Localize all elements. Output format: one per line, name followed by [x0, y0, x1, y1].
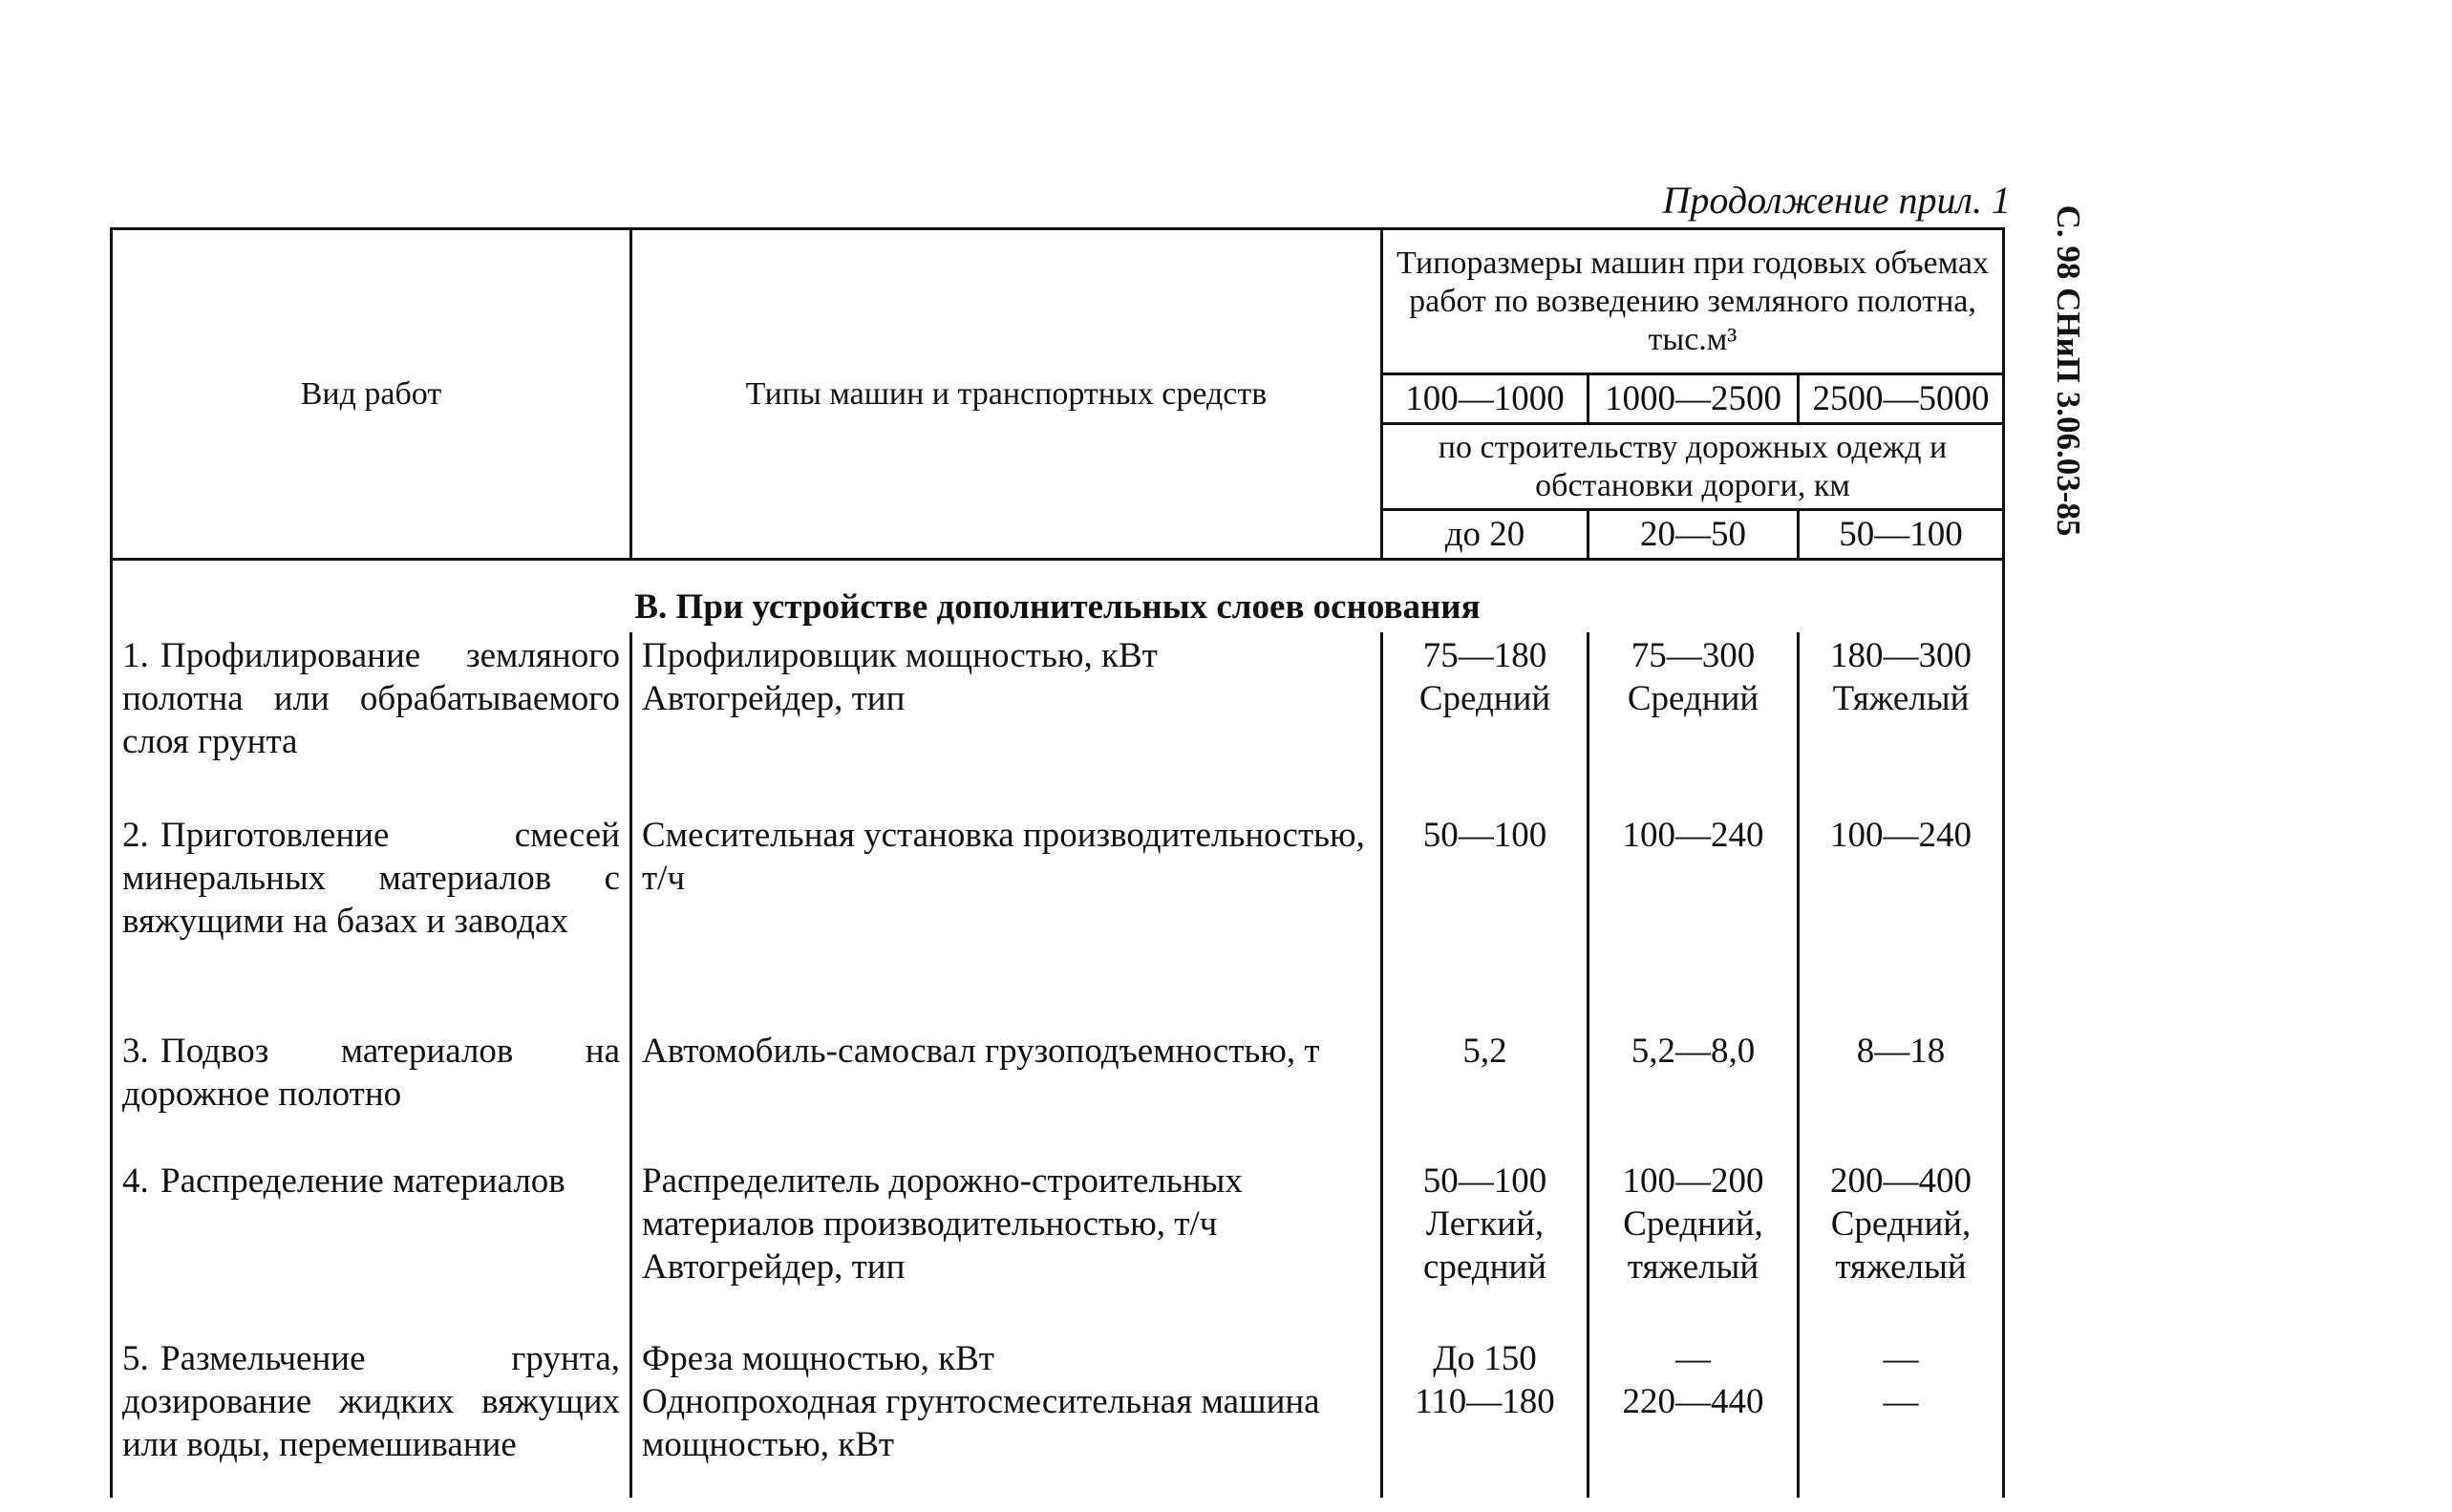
value-cell-3	[1799, 632, 2004, 812]
header-machine-types: Типы машин и транспортных средств	[631, 229, 1382, 560]
value-line: Тяжелый	[1832, 678, 1970, 718]
machine-line: Автогрейдер, тип	[642, 678, 906, 718]
value-line: 100—200	[1622, 1161, 1764, 1201]
machine-cell	[631, 632, 1382, 812]
value-line: —	[1883, 1381, 1919, 1421]
table-row	[112, 1158, 2004, 1335]
value-line: 180—300	[1830, 635, 1972, 675]
work-type-text: Подвоз материалов на дорожное полотно	[122, 1031, 620, 1114]
header-range1-a: 100—1000	[1382, 374, 1588, 424]
value-cell-3	[1799, 1158, 2004, 1335]
table-row	[112, 632, 2004, 812]
work-type-cell	[112, 812, 631, 1028]
work-type-cell	[112, 1158, 631, 1335]
header-range2-a: до 20	[1382, 510, 1588, 560]
work-type-text: Приготовление смесей минеральных материалов с вяжущими на базах и заводах	[122, 815, 620, 941]
value-line: 8—18	[1856, 1031, 1946, 1071]
machine-cell	[631, 1158, 1382, 1335]
machines-table	[110, 227, 2005, 1498]
value-line: 100—240	[1622, 815, 1764, 855]
header-pavement-lengths: по строительству дорожных одежд и обстановки дороги, км	[1382, 424, 2004, 510]
value-line: 75—180	[1422, 635, 1547, 675]
table-row	[112, 1335, 2004, 1498]
machine-cell	[631, 812, 1382, 1028]
value-line: Средний, тяжелый	[1830, 1203, 1972, 1287]
table-row	[112, 1028, 2004, 1158]
value-cell-2	[1588, 812, 1799, 1028]
value-cell-1	[1382, 1335, 1588, 1498]
row-number: 4.	[122, 1161, 149, 1201]
row-number: 5.	[122, 1338, 149, 1378]
value-line: 110—180	[1415, 1381, 1555, 1421]
value-line: Средний, тяжелый	[1623, 1203, 1763, 1287]
row-number: 1.	[122, 635, 149, 675]
header-range1-c: 2500—5000	[1799, 374, 2004, 424]
value-cell-3	[1799, 1335, 2004, 1498]
machine-cell	[631, 1335, 1382, 1498]
row-number: 2.	[122, 815, 149, 855]
machine-line: Автомобиль-самосвал грузоподъемностью, т	[642, 1031, 1320, 1071]
machine-line: Профилировщик мощностью, кВт	[642, 635, 1158, 675]
work-type-cell	[112, 632, 631, 812]
work-type-text: Размельчение грунта, дозирование жидких вяжущих или воды, перемешивание	[122, 1338, 620, 1464]
value-line: —	[1883, 1338, 1919, 1378]
header-range2-b: 20—50	[1588, 510, 1799, 560]
value-line: 200—400	[1830, 1161, 1972, 1201]
value-line: Средний	[1627, 678, 1759, 718]
page-reference	[2036, 170, 2100, 571]
machine-line: Смесительная установка производительностью, т/ч	[642, 815, 1365, 898]
section-title: В. При устройстве дополнительных слоев основания	[112, 560, 2004, 632]
machine-line: Автогрейдер, тип	[642, 1246, 906, 1287]
header-range1-b: 1000—2500	[1588, 374, 1799, 424]
value-line: 100—240	[1830, 815, 1972, 855]
value-line: 5,2	[1462, 1031, 1507, 1071]
value-cell-1	[1382, 1028, 1588, 1158]
value-line: 50—100	[1422, 1161, 1547, 1201]
header-work-type: Вид работ	[112, 229, 631, 560]
value-line: 5,2—8,0	[1631, 1031, 1756, 1071]
value-line: —	[1675, 1338, 1711, 1378]
page-reference-text: С. 98 СНиП 3.06.03-85	[2050, 204, 2087, 537]
value-line: 75—300	[1631, 635, 1756, 675]
value-cell-2	[1588, 632, 1799, 812]
work-type-cell	[112, 1335, 631, 1498]
value-cell-1	[1382, 1158, 1588, 1335]
header-earthworks-volumes: Типоразмеры машин при годовых объемах работ по возведению земляного полотна, тыс.м³	[1382, 229, 2004, 374]
row-number: 3.	[122, 1031, 149, 1071]
value-cell-3	[1799, 1028, 2004, 1158]
machine-line: Фреза мощностью, кВт	[642, 1338, 994, 1378]
work-type-cell	[112, 1028, 631, 1158]
machine-line: Однопроходная грунтосмесительная машина мощностью, кВт	[642, 1381, 1320, 1464]
value-line: До 150	[1433, 1338, 1537, 1378]
value-line: 220—440	[1622, 1381, 1764, 1421]
value-cell-2	[1588, 1158, 1799, 1335]
value-cell-1	[1382, 632, 1588, 812]
work-type-text: Профилирование земляного полотна или обрабатываемого слоя грунта	[122, 635, 620, 761]
work-type-text: Распределение материалов	[160, 1161, 565, 1201]
value-line: Легкий, средний	[1422, 1203, 1547, 1287]
machine-line: Распределитель дорожно-строительных материалов производительностью, т/ч	[642, 1161, 1243, 1244]
value-cell-2	[1588, 1335, 1799, 1498]
continuation-label: Продолжение прил. 1	[1662, 179, 2011, 222]
value-cell-2	[1588, 1028, 1799, 1158]
value-line: Средний	[1418, 678, 1551, 718]
value-cell-1	[1382, 812, 1588, 1028]
table-row	[112, 812, 2004, 1028]
value-line: 50—100	[1422, 815, 1547, 855]
value-cell-3	[1799, 812, 2004, 1028]
machine-cell	[631, 1028, 1382, 1158]
header-range2-c: 50—100	[1799, 510, 2004, 560]
